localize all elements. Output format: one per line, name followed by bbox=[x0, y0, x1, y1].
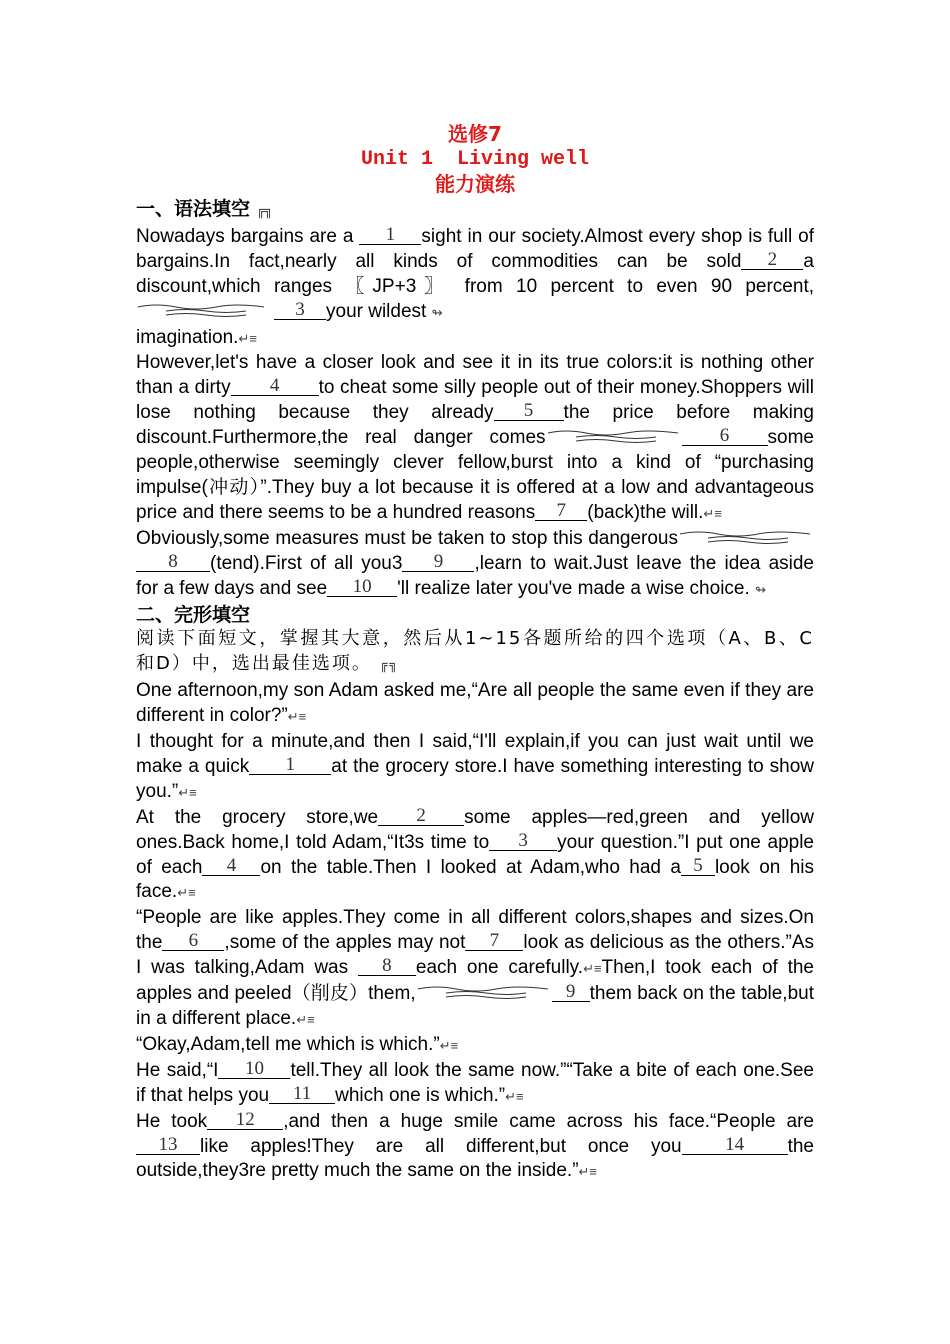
cloze-blank-7[interactable]: 7 bbox=[465, 931, 523, 951]
wavy-mark-icon bbox=[416, 983, 552, 1005]
line-end-mark-icon: ↵≡ bbox=[578, 1164, 598, 1180]
section-1-heading: 一、语法填空 ╔╗ bbox=[136, 198, 273, 220]
wavy-mark-icon bbox=[136, 301, 268, 323]
wavy-mark-icon bbox=[678, 528, 814, 550]
cloze-blank-2[interactable]: 2 bbox=[378, 806, 464, 826]
cloze-blank-5[interactable]: 5 bbox=[681, 856, 715, 876]
blank-2[interactable]: 2 bbox=[741, 250, 803, 270]
cloze-blank-12[interactable]: 12 bbox=[207, 1110, 283, 1130]
paragraph-mark-icon: ╔╗ bbox=[256, 204, 273, 219]
squiggle-icon: ↬ bbox=[755, 581, 766, 597]
title-line-3: 能力演练 bbox=[435, 172, 515, 196]
line-end-mark-icon: ↵≡ bbox=[178, 784, 197, 800]
cloze-paragraph-3: At the grocery store,we 2 some apples—red,green and yellow ones.Back home,I told Adam,“It3s time to 3 your question.”I put one apple of each 4 on the table.Then I looked at Adam,who had a 5 look on his face.↵≡ bbox=[136, 804, 814, 903]
blank-8[interactable]: 8 bbox=[136, 552, 210, 572]
blank-6[interactable]: 6 bbox=[682, 426, 768, 446]
title-line-2: Unit 1 Living well bbox=[360, 148, 590, 171]
section-2-heading: 二、完形填空 bbox=[136, 603, 251, 626]
squiggle-icon: ↬ bbox=[431, 304, 443, 320]
line-end-mark-icon: ↵≡ bbox=[177, 885, 196, 901]
cloze-paragraph-7: He took 12 ,and then a huge smile came across his face.“People are 13 like apples!They are all different,but once you 14 the outside,they3re pretty much the same on the inside.”↵≡ bbox=[136, 1108, 814, 1182]
blank-3[interactable]: 3 bbox=[274, 300, 326, 320]
cloze-blank-4[interactable]: 4 bbox=[202, 856, 260, 876]
line-end-mark-icon: ↵≡ bbox=[505, 1088, 524, 1104]
grammar-paragraph-2: However,let's have a closer look and see it in its true colors:it is nothing other than a dirty 4 to cheat some silly people out of their money.Shoppers will lose nothing because they already 5 the price before making discount.Furthermore,the real danger comes 6 some people,otherwise seemingly clever fellow,burst into a kind of “purchasing impulse(冲动）”.They buy a lot because it is offered at a low and advantageous price and there seems to be a hundred reasons 7 (back)the will.↵≡ bbox=[136, 352, 814, 523]
cloze-paragraph-2: I thought for a minute,and then I said,“I'll explain,if you can just wait until we make a quick 1 at the grocery store.I have something interesting to show you.”↵≡ bbox=[136, 731, 814, 802]
line-end-mark-icon: ↵≡ bbox=[583, 961, 602, 977]
cloze-blank-3[interactable]: 3 bbox=[489, 831, 557, 851]
blank-5[interactable]: 5 bbox=[494, 401, 564, 421]
cloze-paragraph-6: He said,“I 10 tell.They all look the same now.”“Take a bite of each one.See if that helps you 11 which one is which.”↵≡ bbox=[136, 1057, 814, 1106]
cloze-paragraph-5: “Okay,Adam,tell me which is which.”↵≡ bbox=[136, 1033, 459, 1055]
cloze-blank-9[interactable]: 9 bbox=[552, 982, 590, 1002]
line-end-mark-icon: ↵≡ bbox=[238, 330, 257, 346]
blank-1[interactable]: 1 bbox=[359, 225, 421, 245]
blank-10[interactable]: 10 bbox=[327, 577, 397, 597]
cloze-blank-13[interactable]: 13 bbox=[136, 1135, 200, 1155]
line-end-mark-icon: ↵≡ bbox=[287, 709, 307, 725]
title-line-1: 选修7 bbox=[448, 122, 502, 146]
blank-7[interactable]: 7 bbox=[535, 501, 587, 521]
cloze-instruction: 阅读下面短文，掌握其大意，然后从1~15各题所给的四个选项（A、B、C和D）中，选出最佳选项。 ╔╗ bbox=[136, 628, 814, 675]
cloze-paragraph-1: One afternoon,my son Adam asked me,“Are all people the same even if they are different in color?”↵≡ bbox=[136, 680, 814, 727]
line-end-mark-icon: ↵≡ bbox=[703, 505, 722, 521]
cloze-blank-14[interactable]: 14 bbox=[682, 1135, 788, 1155]
cloze-blank-10[interactable]: 10 bbox=[218, 1059, 290, 1079]
wavy-mark-icon bbox=[546, 427, 682, 449]
cloze-blank-11[interactable]: 11 bbox=[269, 1084, 335, 1104]
cloze-blank-8[interactable]: 8 bbox=[358, 956, 416, 976]
document-page bbox=[136, 122, 814, 1185]
cloze-blank-6[interactable]: 6 bbox=[162, 931, 224, 951]
document-title bbox=[136, 122, 814, 197]
paragraph-mark-icon: ╔╗ bbox=[379, 658, 400, 674]
line-end-mark-icon: ↵≡ bbox=[296, 1012, 315, 1027]
cloze-paragraph-4: “People are like apples.They come in all different colors,shapes and sizes.On the 6 ,some of the apples may not 7 look as delicious as the others.”As I was talking,Adam was 8 each one carefully.↵≡Then,I took each of the apples and peeled（削皮）them, 9 them back on the table,but in a different place.↵≡ bbox=[136, 907, 815, 1029]
grammar-paragraph-1: Nowadays bargains are a 1 sight in our society.Almost every shop is full of bargains.In fact,nearly all kinds of commodities can be sold 2 a discount,which ranges 〖JP+3〗 from 10 percent to even 90 percent,3 your wildest ↬ imagination.↵≡ bbox=[136, 223, 814, 348]
grammar-paragraph-3: Obviously,some measures must be taken to stop this dangerous8 (tend).First of all you3 9 ,learn to wait.Just leave the idea aside for a few days and see 10 'll realize later you've made a wise choice. ↬ bbox=[136, 527, 814, 599]
line-end-mark-icon: ↵≡ bbox=[439, 1037, 459, 1053]
blank-9[interactable]: 9 bbox=[402, 552, 474, 572]
blank-4[interactable]: 4 bbox=[231, 376, 319, 396]
cloze-blank-1[interactable]: 1 bbox=[249, 755, 331, 775]
